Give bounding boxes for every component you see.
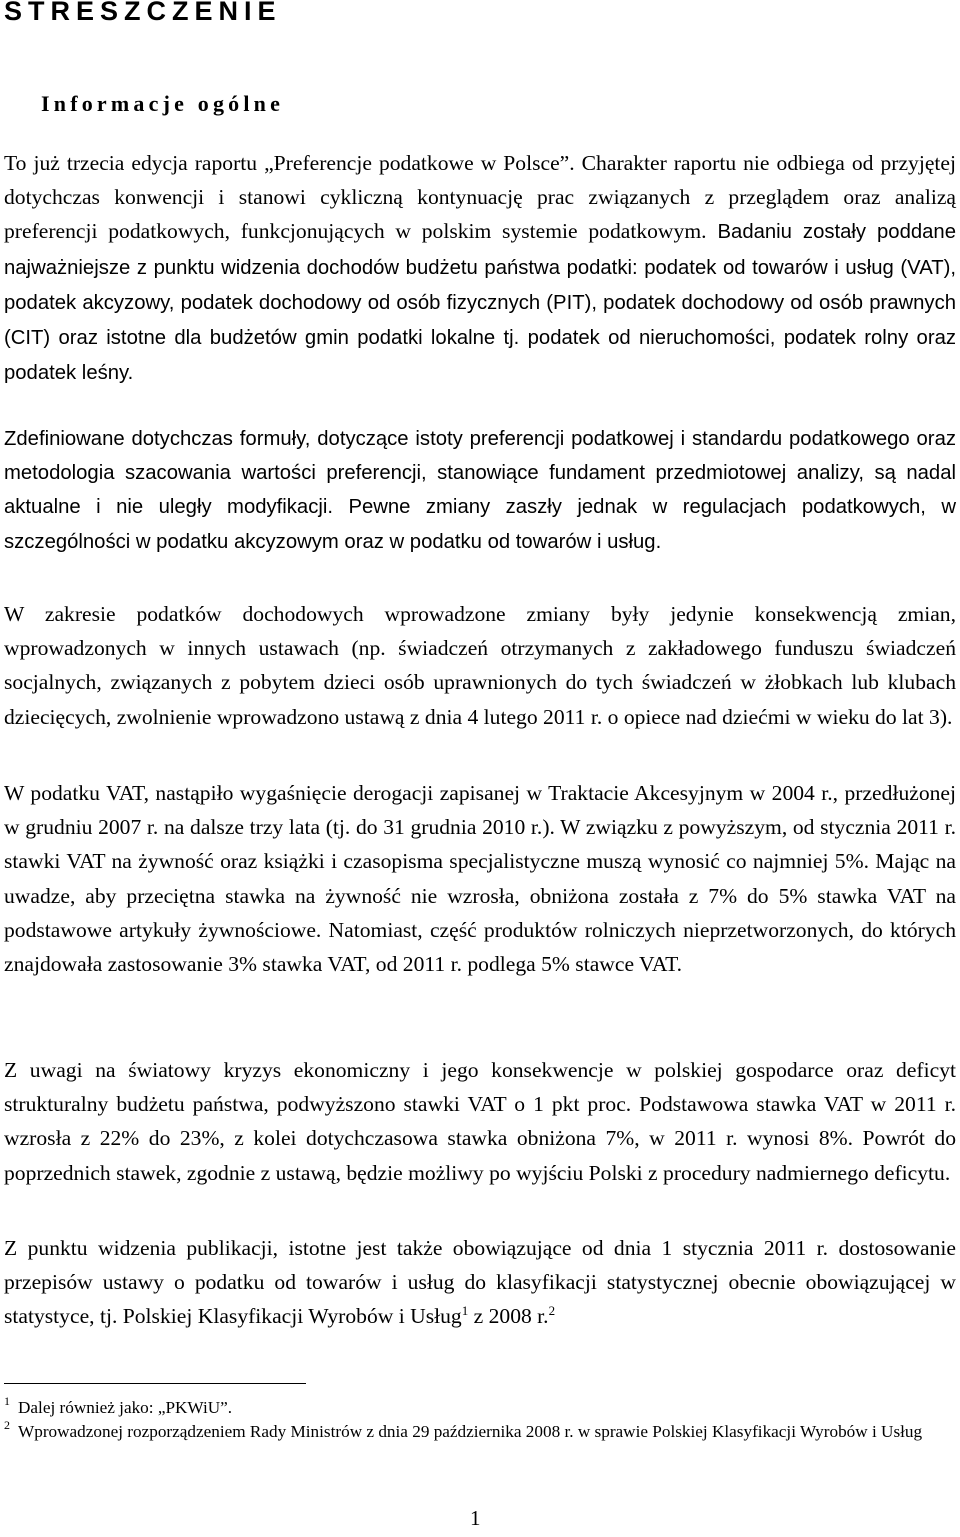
footnote-ref-2[interactable]: 2 (548, 1303, 556, 1319)
paragraph-classification-text: Z punktu widzenia publikacji, istotne jest także obowiązujące od dnia 1 stycznia 2011 r. dostosowanie przepisów ustawy o podatku od towarów i usług do klasyfikacji statystycznej obecnie obowiązującej w statystyce, tj. Polskiej Klasyfikacji Wyrobów i Usług (4, 1236, 956, 1329)
paragraph-definitions: Zdefiniowane dotychczas formuły, dotyczące istoty preferencji podatkowej i standardu podatkowego oraz metodologia szacowania wartości preferencji, stanowiące fundament przedmiotowej analizy, są nadal aktualne i nie uległy modyfikacji. Pewne zmiany zaszły jednak w regulacjach podatkowych, w szczególności w podatku akcyzowym oraz w podatku od towarów i usług. (4, 428, 956, 553)
footnote-1 (4, 1396, 956, 1420)
paragraph-vat-derogation: W podatku VAT, nastąpiło wygaśnięcie derogacji zapisanej w Traktacie Akcesyjnym w 2004 r., przedłużonej w grudniu 2007 r. na dalsze trzy lata (tj. do 31 grudnia 2010 r.). W związku z powyższym, od stycznia 2011 r. stawki VAT na żywność oraz książki i czasopisma specjalistyczne muszą wynosić co najmniej 5%. Mając na uwadze, aby przeciętna stawka na żywność nie wzrosła, obniżona została z 7% do 5% stawka VAT na podstawowe artykuły żywnościowe. Natomiast, część produktów rolniczych nieprzetworzonych, do których znajdowała zastosowanie 3% stawka VAT, od 2011 r. podlega 5% stawce VAT. (4, 781, 956, 977)
footnote-ref-1[interactable]: 1 (461, 1303, 469, 1319)
footnote-2-text: Wprowadzonej rozporządzeniem Rady Ministrów z dnia 29 października 2008 r. w sprawie Polskiej Klasyfikacji Wyrobów i Usług (18, 1422, 923, 1441)
document-title: STRESZCZENIE (4, 0, 282, 26)
footnote-2-number: 2 (4, 1418, 10, 1432)
footnote-1-text: Dalej również jako: „PKWiU”. (18, 1398, 233, 1417)
footnote-divider (4, 1383, 306, 1384)
paragraph-intro-part1: To już trzecia edycja raportu „Preferencje podatkowe w Polsce”. Charakter raportu nie odbiega od przyjętej dotychczas konwencji i stanowi cykliczną kontynuację prac związanych z przeglądem oraz analizą preferencji podatkowych, funkcjonujących w polskim systemie podatkowym. (4, 151, 956, 244)
paragraph-income-taxes: W zakresie podatków dochodowych wprowadzone zmiany były jedynie konsekwencją zmian, wprowadzonych w innych ustawach (np. świadczeń otrzymanych z zakładowego funduszu świadczeń socjalnych, związanych z pobytem dzieci osób uprawnionych do tych świadczeń w żłobkach lub klubach dziecięcych, zwolnienie wprowadzono ustawą z dnia 4 lutego 2011 r. o opiece nad dziećmi w wieku do lat 3). (4, 602, 956, 729)
paragraph-classification-tail: z 2008 r. (468, 1304, 549, 1329)
section-heading: Informacje ogólne (41, 91, 285, 116)
footnote-1-number: 1 (4, 1394, 10, 1408)
paragraph-intro-part2: Badaniu zostały poddane najważniejsze z punktu widzenia dochodów budżetu państwa podatki: podatek od towarów i usług (VAT), podatek akcyzowy, podatek dochodowy od osób fizycznych (PIT), podatek dochodowy od osób prawnych (CIT) oraz istotne dla budżetów gmin podatki lokalne tj. podatek od nieruchomości, podatek rolny oraz podatek leśny. (4, 221, 956, 385)
paragraph-intro (4, 146, 956, 390)
paragraph-classification (4, 1231, 956, 1334)
page-number: 1 (470, 1506, 481, 1530)
footnote-2 (4, 1420, 956, 1444)
paragraph-vat-increase: Z uwagi na światowy kryzys ekonomiczny i jego konsekwencje w polskiej gospodarce oraz deficyt strukturalny budżetu państwa, podwyższono stawki VAT o 1 pkt proc. Podstawowa stawka VAT w 2011 r. wzrosła z 22% do 23%, z kolei dotychczasowa stawka obniżona 7%, w 2011 r. wynosi 8%. Powrót do poprzednich stawek, zgodnie z ustawą, będzie możliwy po wyjściu Polski z procedury nadmiernego deficytu. (4, 1058, 956, 1185)
